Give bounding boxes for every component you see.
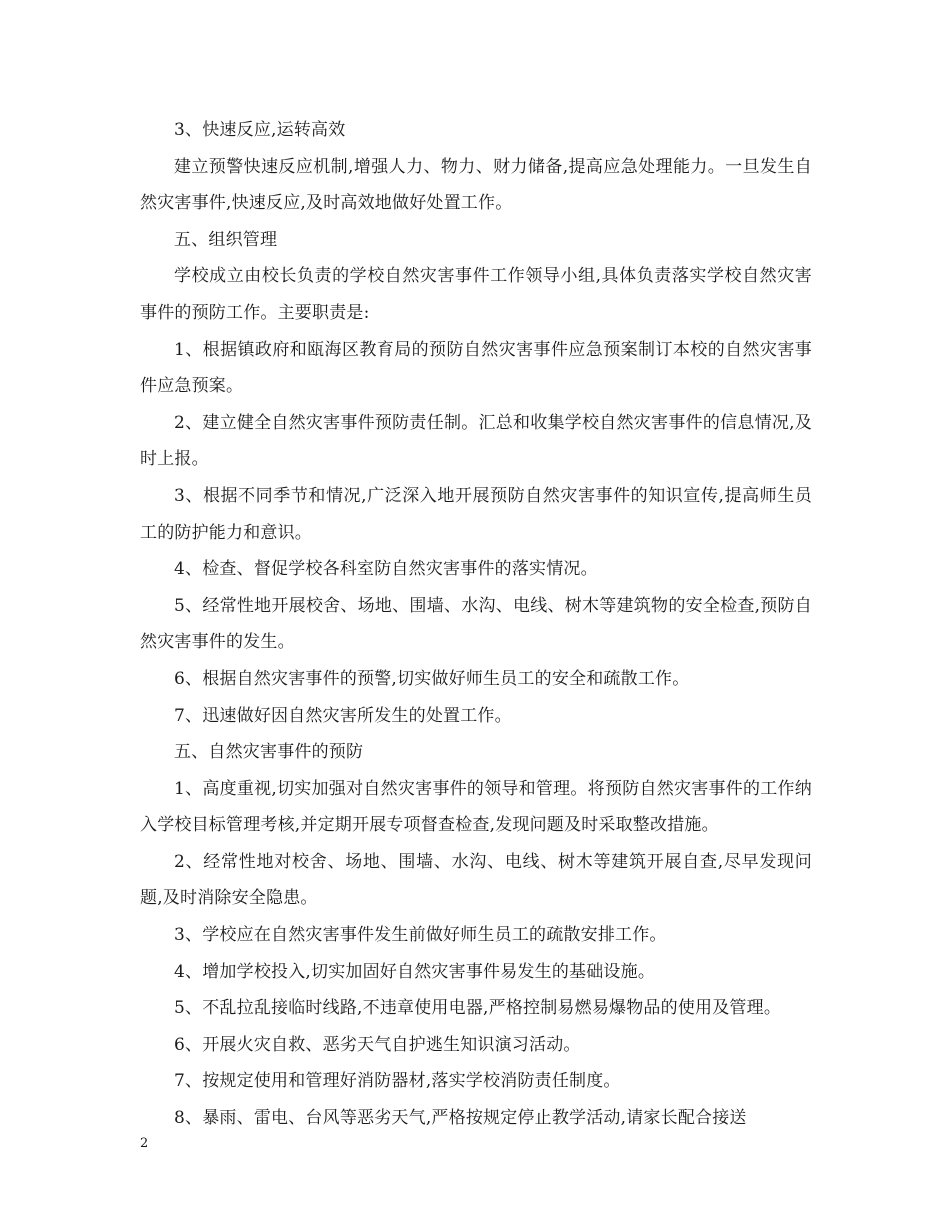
list-item: 7、迅速做好因自然灾害所发生的处置工作。 xyxy=(174,705,512,726)
document-body xyxy=(140,112,812,1137)
list-item: 6、开展火灾自救、恶劣天气自护逃生知识演习活动。 xyxy=(174,1034,581,1055)
list-item: 1、根据镇政府和瓯海区教育局的预防自然灾害事件应急预案制订本校的自然灾害事件应急预案。 xyxy=(140,339,812,397)
list-item: 6、根据自然灾害事件的预警,切实做好师生员工的安全和疏散工作。 xyxy=(174,668,690,689)
list-item: 3、根据不同季节和情况,广泛深入地开展预防自然灾害事件的知识宣传,提高师生员工的防护能力和意识。 xyxy=(140,485,812,543)
paragraph: 3、快速反应,运转高效 xyxy=(174,120,346,140)
section-heading: 五、组织管理 xyxy=(174,229,278,250)
list-item: 8、暴雨、雷电、台风等恶劣天气,严格按规定停止教学活动,请家长配合接送 xyxy=(174,1108,747,1129)
list-item: 5、经常性地开展校舍、场地、围墙、水沟、电线、树木等建筑物的安全检查,预防自然灾害事件的发生。 xyxy=(140,595,812,653)
section-heading: 五、自然灾害事件的预防 xyxy=(174,742,364,763)
list-item: 7、按规定使用和管理好消防器材,落实学校消防责任制度。 xyxy=(174,1071,621,1092)
list-item: 4、检查、督促学校各科室防自然灾害事件的落实情况。 xyxy=(174,559,598,580)
paragraph: 学校成立由校长负责的学校自然灾害事件工作领导小组,具体负责落实学校自然灾害事件的预防工作。主要职责是: xyxy=(140,266,812,323)
page-number: 2 xyxy=(140,1136,149,1151)
list-item: 2、经常性地对校舍、场地、围墙、水沟、电线、树木等建筑开展自查,尽早发现问题,及时消除安全隐患。 xyxy=(140,851,812,909)
list-item: 3、学校应在自然灾害事件发生前做好师生员工的疏散安排工作。 xyxy=(174,925,667,946)
list-item: 4、增加学校投入,切实加固好自然灾害事件易发生的基础设施。 xyxy=(174,961,656,982)
list-item: 1、高度重视,切实加强对自然灾害事件的领导和管理。将预防自然灾害事件的工作纳入学校目标管理考核,并定期开展专项督查检查,发现问题及时采取整改措施。 xyxy=(140,778,812,836)
list-item: 2、建立健全自然灾害事件预防责任制。汇总和收集学校自然灾害事件的信息情况,及时上报。 xyxy=(140,412,812,470)
paragraph: 建立预警快速反应机制,增强人力、物力、财力储备,提高应急处理能力。一旦发生自然灾害事件,快速反应,及时高效地做好处置工作。 xyxy=(140,156,812,214)
list-item: 5、不乱拉乱接临时线路,不违章使用电器,严格控制易燃易爆物品的使用及管理。 xyxy=(174,998,782,1019)
